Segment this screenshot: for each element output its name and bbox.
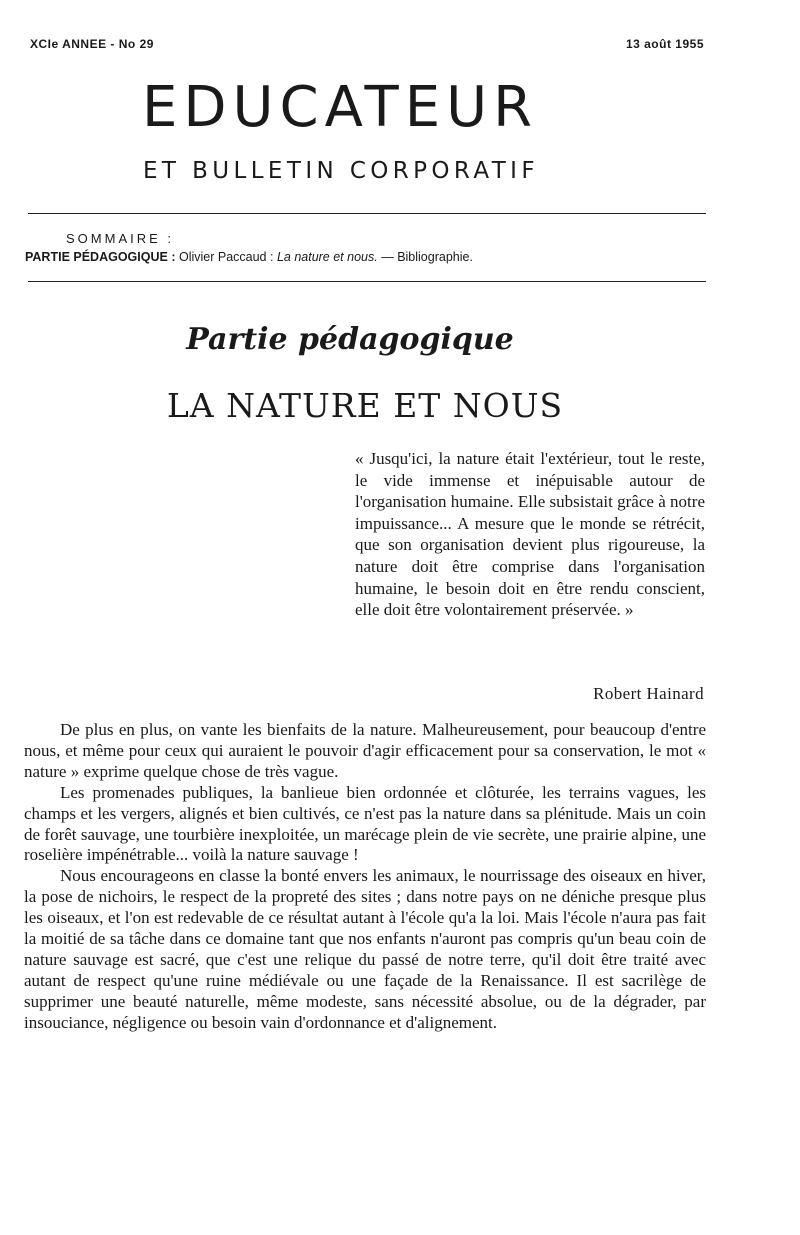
paragraph: Les promenades publiques, la banlieue bien ordonnée et clôturée, les terrains vagues, les champs et les vergers, alignés et bien cultivés, ce n'est pas la nature dans sa plénitude. Mais un coin de forêt sauvage, une tourbière inexploitée, un marécage plein de vie secrète, une prairie alpine, une roselière impénétrable... voilà la nature sauvage ! [24,782,706,865]
masthead-subtitle: ET BULLETIN CORPORATIF [143,158,539,184]
paragraph: De plus en plus, on vante les bienfaits de la nature. Malheureusement, pour beaucoup d'entre nous, et même pour ceux qui auraient le pouvoir d'agir efficacement pour sa conservation, le mot « nature » exprime quelque chose de très vague. [24,720,706,781]
summary-other: Bibliographie. [397,250,473,264]
issue-number: XCIe ANNEE - No 29 [30,37,154,51]
summary-separator: — [381,250,394,264]
article-body [24,720,706,1034]
summary-article: La nature et nous. [276,250,378,264]
summary-section: PARTIE PÉDAGOGIQUE : [25,250,176,264]
summary-line [25,250,473,264]
section-title: Partie pédagogique [186,322,514,357]
divider-bottom [28,281,706,282]
paragraph: Nous encourageons en classe la bonté envers les animaux, le nourrissage des oiseaux en hiver, la pose de nichoirs, le respect de la propreté des sites ; dans notre pays on ne déniche presque plus les oiseaux, et l'on est redevable de ce résultat autant à l'école qu'a la loi. Mais l'école n'aura pas fait la moitié de sa tâche dans ce domaine tant que nos enfants n'auront pas compris qu'un beau coin de nature sauvage est sacré, que c'est une relique du passé de notre terre, qu'il doit être traité avec autant de respect qu'une ruine médiévale ou une façade de la Renaissance. Il est sacrilège de supprimer une beauté naturelle, même modeste, sans nécessité absolue, ou de la dégrader, par insouciance, négligence ou besoin vain d'ordonnance et d'alignement. [24,866,706,1032]
issue-date: 13 août 1955 [625,37,704,51]
article-title: LA NATURE ET NOUS [166,386,564,425]
summary-label: SOMMAIRE : [66,231,175,246]
epigraph-quote: « Jusqu'ici, la nature était l'extérieur, tout le reste, le vide immense et inépuisable autour de l'organisation humaine. Elle subsistait grâce à notre impuissance... A mesure que le monde se rétrécit, que son organisation devient plus rigoureuse, la nature doit être comprise dans l'organisation humaine, le besoin doit en être rendu conscient, elle doit être volontairement préservée. » [355,449,705,620]
summary-author: Olivier Paccaud : [178,250,274,264]
divider-top [28,213,706,214]
masthead-title: EDUCATEUR [142,75,539,140]
epigraph-author: Robert Hainard [593,684,704,703]
